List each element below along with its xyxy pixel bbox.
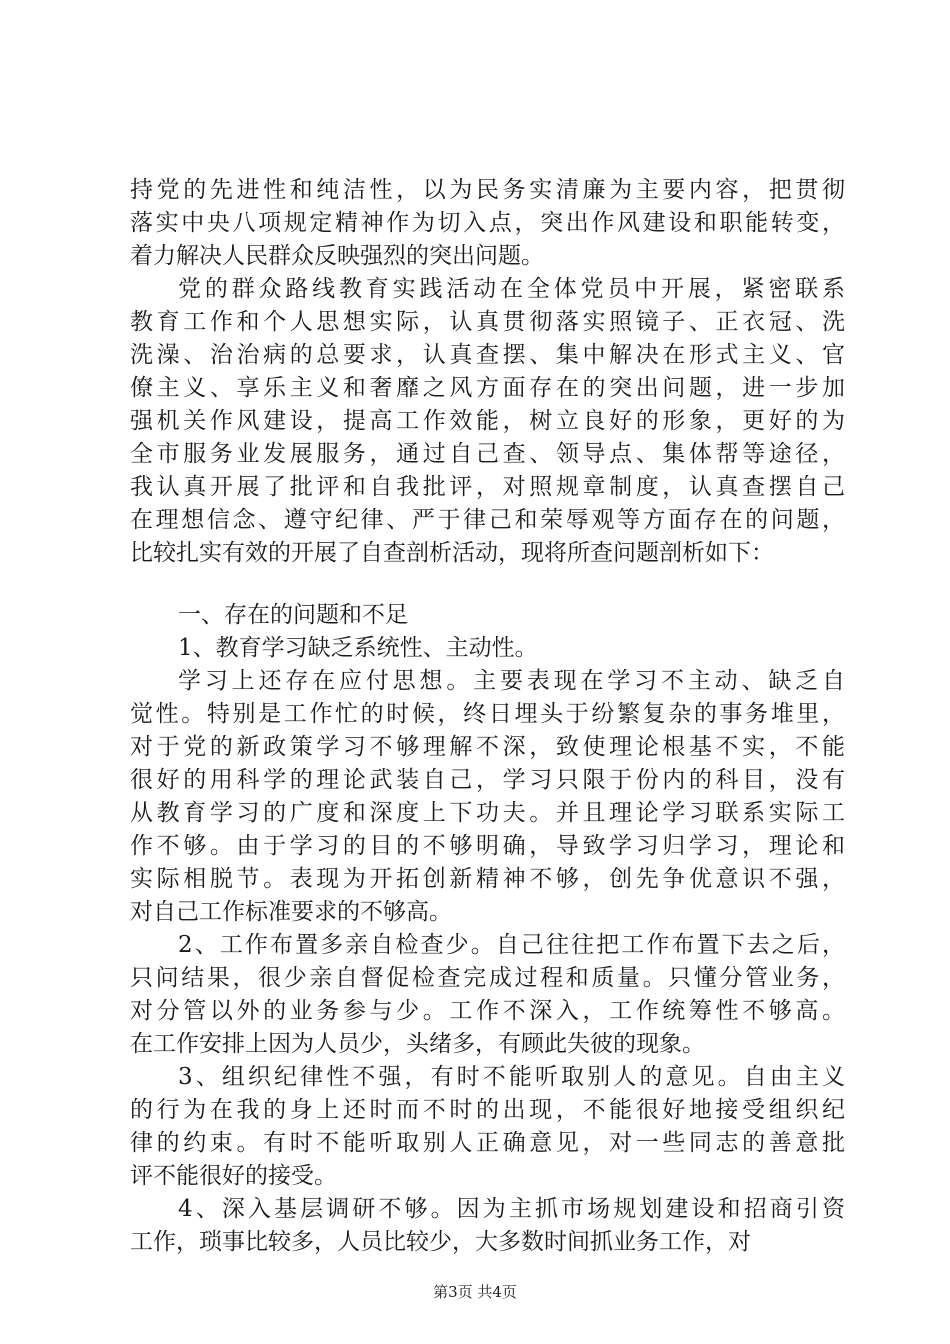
page-footer: 第3页 共4页 — [433, 1283, 517, 1301]
document-body — [130, 174, 845, 1259]
text-line: 全市服务业发展服务，通过自己查、领导点、集体帮等途径， — [130, 441, 845, 467]
text-line: 律的约束。有时不能听取别人正确意见，对一些同志的善意批 — [130, 1130, 845, 1156]
text-line: 评不能很好的接受。 — [130, 1163, 337, 1189]
text-line: 的行为在我的身上还时而不时的出现，不能很好地接受组织纪 — [130, 1097, 845, 1123]
text-line: 僚主义、享乐主义和奢靡之风方面存在的突出问题，进一步加 — [130, 375, 845, 401]
text-line: 只问结果，很少亲自督促检查完成过程和质量。只懂分管业务， — [130, 965, 845, 991]
text-line: 1、教育学习缺乏系统性、主动性。 — [178, 635, 538, 661]
text-line: 对分管以外的业务参与少。工作不深入，工作统筹性不够高。 — [130, 998, 845, 1024]
text-line: 着力解决人民群众反映强烈的突出问题。 — [130, 243, 544, 269]
text-line: 一、存在的问题和不足 — [178, 602, 408, 628]
text-line: 洗澡、治治病的总要求，认真查摆、集中解决在形式主义、官 — [130, 342, 845, 368]
text-line: 持党的先进性和纯洁性，以为民务实清廉为主要内容，把贯彻 — [130, 177, 845, 203]
text-line: 作不够。由于学习的目的不够明确，导致学习归学习，理论和 — [130, 833, 845, 859]
text-line: 学习上还存在应付思想。主要表现在学习不主动、缺乏自 — [178, 668, 845, 694]
text-line: 比较扎实有效的开展了自查剖析活动，现将所查问题剖析如下： — [130, 540, 774, 566]
text-line: 实际相脱节。表现为开拓创新精神不够，创先争优意识不强， — [130, 866, 845, 892]
text-line: 教育工作和个人思想实际，认真贯彻落实照镜子、正衣冠、洗 — [130, 309, 845, 335]
text-line: 在工作安排上因为人员少，头绪多，有顾此失彼的现象。 — [130, 1031, 705, 1057]
text-line: 落实中央八项规定精神作为切入点，突出作风建设和职能转变， — [130, 210, 845, 236]
paragraph-gap — [130, 570, 845, 599]
text-line: 工作，琐事比较多，人员比较少，大多数时间抓业务工作，对 — [130, 1229, 751, 1255]
text-line: 我认真开展了批评和自我批评，对照规章制度，认真查摆自己 — [130, 474, 845, 500]
text-line: 在理想信念、遵守纪律、严于律己和荣辱观等方面存在的问题， — [130, 507, 845, 533]
text-line: 3、组织纪律性不强，有时不能听取别人的意见。自由主义 — [178, 1064, 845, 1090]
text-line: 很好的用科学的理论武装自己，学习只限于份内的科目，没有 — [130, 767, 845, 793]
text-line: 2、工作布置多亲自检查少。自己往往把工作布置下去之后， — [178, 932, 845, 958]
text-line: 党的群众路线教育实践活动在全体党员中开展，紧密联系 — [178, 276, 845, 302]
text-line: 对于党的新政策学习不够理解不深，致使理论根基不实，不能 — [130, 734, 845, 760]
text-line: 强机关作风建设，提高工作效能，树立良好的形象，更好的为 — [130, 408, 845, 434]
text-line: 从教育学习的广度和深度上下功夫。并且理论学习联系实际工 — [130, 800, 845, 826]
text-line: 4、深入基层调研不够。因为主抓市场规划建设和招商引资 — [178, 1196, 845, 1222]
text-line: 对自己工作标准要求的不够高。 — [130, 899, 452, 925]
text-line: 觉性。特别是工作忙的时候，终日埋头于纷繁复杂的事务堆里， — [130, 701, 845, 727]
